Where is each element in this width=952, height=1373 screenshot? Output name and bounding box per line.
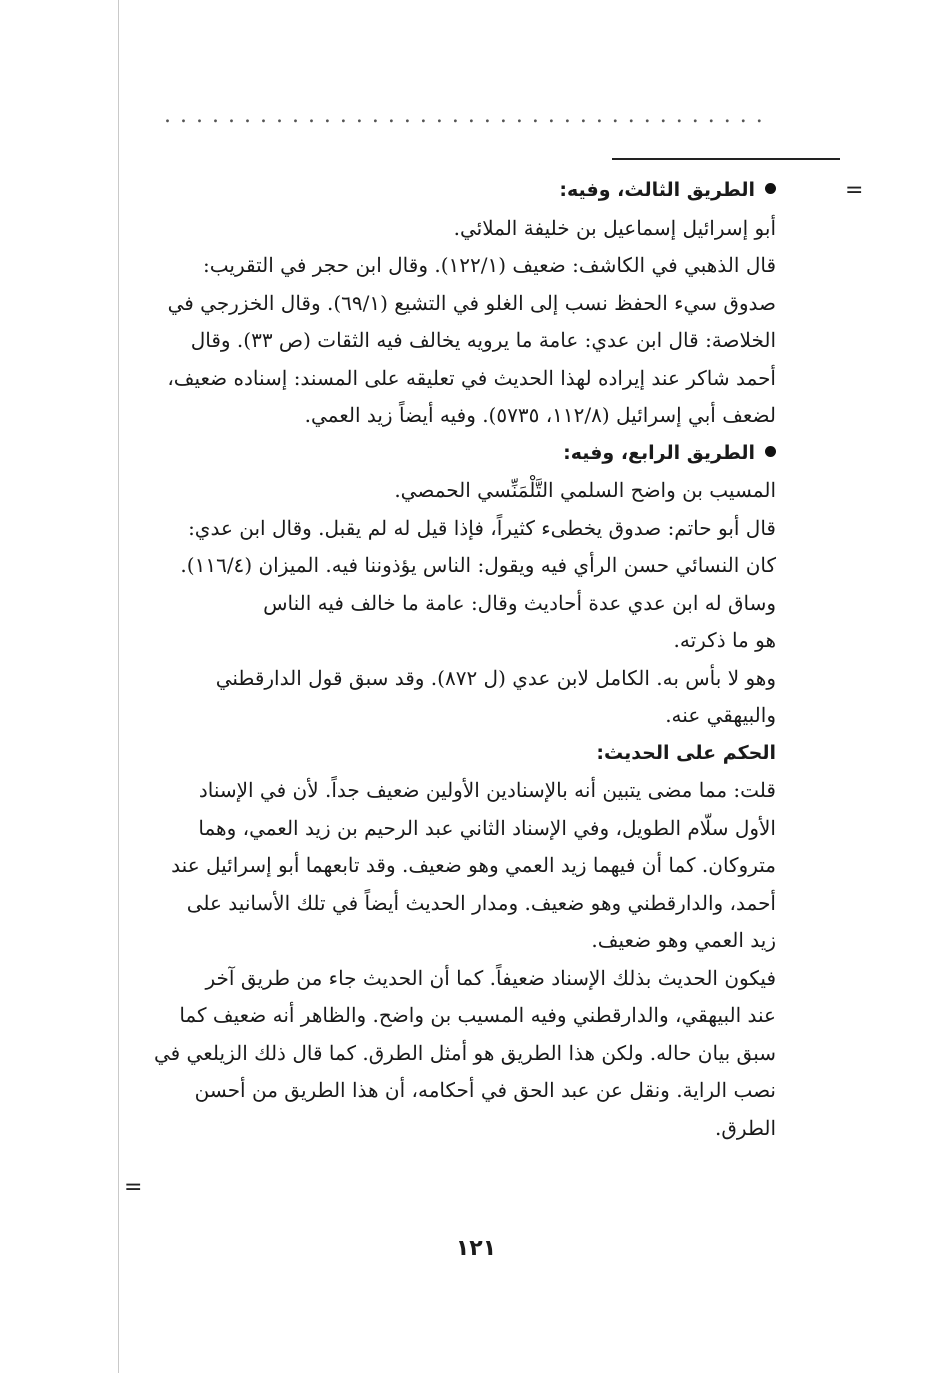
text-line: أحمد، والدارقطني وهو ضعيف. ومدار الحديث أيضاً في تلك الأسانيد على	[186, 890, 776, 915]
page-left-border	[118, 0, 119, 1373]
text-line: الطرق.	[715, 1115, 776, 1140]
bullet-icon	[765, 446, 776, 457]
text-line: المسيب بن واضح السلمي التَّلْمَنِّسي الحمصي.	[394, 478, 776, 502]
section-heading-fourth-route	[143, 435, 776, 473]
section-heading-ruling: الحكم على الحديث:	[596, 741, 776, 764]
text-line: والبيهقي عنه.	[665, 703, 776, 727]
page-number: ١٢١	[455, 1236, 497, 1261]
page-body	[143, 172, 776, 1147]
text-line: فيكون الحديث بذلك الإسناد ضعيفاً. كما أن الحديث جاء من طريق آخر	[205, 965, 776, 990]
text-line: قال أبو حاتم: صدوق يخطىء كثيراً، فإذا قيل له لم يقبل. وقال ابن عدي:	[188, 515, 776, 540]
text-line: هو ما ذكرته.	[673, 628, 776, 652]
text-line: كان النسائي حسن الرأي فيه ويقول: الناس يؤذوننا فيه. الميزان (١١٦/٤).	[180, 553, 776, 577]
section-heading-text: الطريق الرابع، وفيه:	[563, 441, 755, 464]
text-line: لضعف أبي إسرائيل (١١٢/٨، ٥٧٣٥). وفيه أيضاً زيد العمي.	[304, 403, 776, 427]
text-line: وساق له ابن عدي عدة أحاديث وقال: عامة ما خالف فيه الناس	[263, 590, 776, 615]
dotted-separator: ......................................	[164, 103, 772, 128]
section-heading-third-route	[143, 172, 776, 210]
text-line: زيد العمي وهو ضعيف.	[591, 928, 776, 952]
text-line: وهو لا بأس به. الكامل لابن عدي (ل ٨٧٢). وقد سبق قول الدارقطني	[215, 665, 776, 690]
text-line: قال الذهبي في الكاشف: ضعيف (١٢٢/١). وقال ابن حجر في التقريب:	[203, 253, 776, 277]
continuation-mark-top: =	[845, 178, 864, 203]
continuation-mark-bottom: =	[124, 1175, 143, 1200]
text-line: متروكان. كما أن فيهما زيد العمي وهو ضعيف. وقد تابعهما أبو إسرائيل عند	[171, 853, 776, 877]
text-line: سبق بيان حاله. ولكن هذا الطريق هو أمثل الطرق. كما قال ذلك الزيلعي في	[153, 1040, 776, 1065]
section-heading-text: الطريق الثالث، وفيه:	[559, 179, 755, 201]
text-line: صدوق سيء الحفظ نسب إلى الغلو في التشيع (٦٩/١). وقال الخزرجي في	[167, 290, 776, 315]
bullet-icon	[765, 183, 776, 194]
text-line: الأول سلّام الطويل، وفي الإسناد الثاني عبد الرحيم بن زيد العمي، وهما	[198, 815, 776, 840]
text-line: الخلاصة: قال ابن عدي: عامة ما يرويه يخالف فيه الثقات (ص ٣٣). وقال	[190, 328, 776, 352]
text-line: أحمد شاكر عند إيراده لهذا الحديث في تعليقه على المسند: إسناده ضعيف،	[167, 365, 776, 390]
footnote-rule	[612, 158, 840, 160]
text-line: قلت: مما مضى يتبين أنه بالإسنادين الأولين ضعيف جداً. لأن في الإسناد	[198, 778, 776, 802]
text-line: نصب الراية. ونقل عن عبد الحق في أحكامه، أن هذا الطريق من أحسن	[194, 1078, 776, 1102]
text-line: أبو إسرائيل إسماعيل بن خليفة الملائي.	[453, 215, 776, 240]
text-line: عند البيهقي، والدارقطني وفيه المسيب بن واضح. والظاهر أنه ضعيف كما	[179, 1003, 776, 1027]
